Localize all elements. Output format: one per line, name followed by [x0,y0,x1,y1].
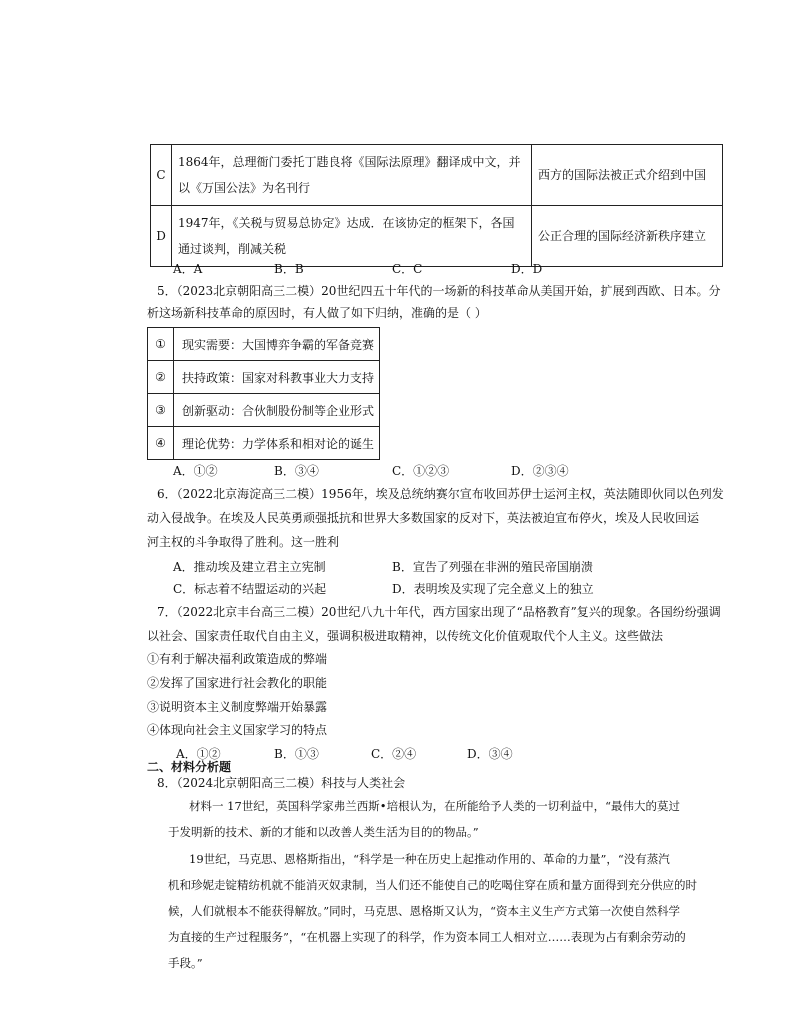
option-a: A．推动埃及建立君主立宪制 [173,560,326,574]
item-text: 现实需要：大国博弈争霸的军备竞赛 [174,328,380,361]
statement-4: ④体现向社会主义国家学习的特点 [147,723,328,737]
option-a: A．①② [176,747,221,761]
event-cell: 1947年，《关税与贸易总协定》达成．在该协定的框架下，各国通过谈判，削减关税 [172,206,532,267]
table-row [148,361,380,394]
material-2-line3: 候，人们就根本不能获得解放。”同时，马克思、恩格斯又认为，“资本主义生产方式第一次使自然科学 [168,904,681,918]
section-heading: 二、材料分析题 [147,760,232,774]
statement-3: ③说明资本主义制度弊端开始暴露 [147,700,328,714]
item-text: 理论优势：力学体系和相对论的诞生 [174,427,380,460]
meaning-cell: 公正合理的国际经济新秩序建立 [532,206,723,267]
table-row [148,394,380,427]
material-1-line1: 材料一 17世纪，英国科学家弗兰西斯•培根认为，在所能给予人类的一切利益中，“最伟大的莫过 [189,799,680,813]
question-6-line2: 动入侵战争。在埃及人民英勇顽强抵抗和世界大多数国家的反对下，英法被迫宣布停火，埃及人民收回运 [147,511,700,525]
item-number: ④ [148,427,174,460]
question-5-line1: 5．（2023北京朝阳高三二模）20世纪四五十年代的一场新的科技革命从美国开始，扩展到西欧、日本。分 [157,284,721,298]
option-c: C．标志着不结盟运动的兴起 [173,582,327,596]
material-1-line2: 于发明新的技术、新的才能和以改善人类生活为目的的物品。” [168,825,479,839]
row-label: C [151,145,172,206]
question-7-line2: 以社会、国家责任取代自由主义，强调积极进取精神，以传统文化价值观取代个人主义。这些做法 [147,629,664,643]
option-c: C．②④ [371,747,417,761]
question-8-title: 8．（2024北京朝阳高三二模）科技与人类社会 [157,776,406,790]
question-6-line3: 河主权的斗争取得了胜利。这一胜利 [147,535,340,549]
option-b: B．B [274,262,304,276]
item-text: 扶持政策：国家对科教事业大力支持 [174,361,380,394]
material-2-line2: 机和珍妮走锭精纺机就不能消灭奴隶制，当人们还不能使自己的吃喝住穿在质和量方面得到充分供应的时 [168,878,697,892]
option-d: D．表明埃及实现了完全意义上的独立 [392,582,594,596]
option-a: A．①② [173,464,218,478]
item-number: ③ [148,394,174,427]
statement-2: ②发挥了国家进行社会教化的职能 [147,676,328,690]
material-2-line5: 手段。” [168,956,203,970]
item-text: 创新驱动：合伙制股份制等企业形式 [174,394,380,427]
material-2-line1: 19世纪，马克思、恩格斯指出，“科学是一种在历史上起推动作用的、革命的力量”，“没有蒸汽 [189,852,670,866]
option-d: D．③④ [467,747,513,761]
q5-table [147,327,380,460]
option-d: D．②③④ [511,464,569,478]
row-label: D [151,206,172,267]
item-number: ① [148,328,174,361]
statement-1: ①有利于解决福利政策造成的弊端 [147,652,328,666]
event-cell: 1864年，总理衙门委托丁韪良将《国际法原理》翻译成中文，并以《万国公法》为名刊行 [172,145,532,206]
meaning-cell: 西方的国际法被正式介绍到中国 [532,145,723,206]
option-c: C．C [392,262,423,276]
option-b: B．③④ [274,464,319,478]
question-5-line2: 析这场新科技革命的原因时，有人做了如下归纳，准确的是（ ） [147,306,487,320]
table-row [148,328,380,361]
options-table-q4 [150,144,723,267]
question-7-line1: 7．（2022北京丰台高三二模）20世纪八九十年代，西方国家出现了“品格教育”复兴的现象。各国纷纷强调 [157,605,721,619]
option-a: A．A [173,262,203,276]
option-b: B．宣告了列强在非洲的殖民帝国崩溃 [392,560,593,574]
question-6-line1: 6．（2022北京海淀高三二模）1956年，埃及总统纳赛尔宣布收回苏伊士运河主权，英法随即伙同以色列发 [157,487,724,501]
material-2-line4: 为直接的生产过程服务”，“在机器上实现了的科学，作为资本同工人相对立……表现为占有剩余劳动的 [168,930,686,944]
option-c: C．①②③ [392,464,450,478]
table-row [151,145,723,206]
option-b: B．①③ [274,747,319,761]
table-row [148,427,380,460]
item-number: ② [148,361,174,394]
option-d: D．D [511,262,543,276]
table-row [151,206,723,267]
